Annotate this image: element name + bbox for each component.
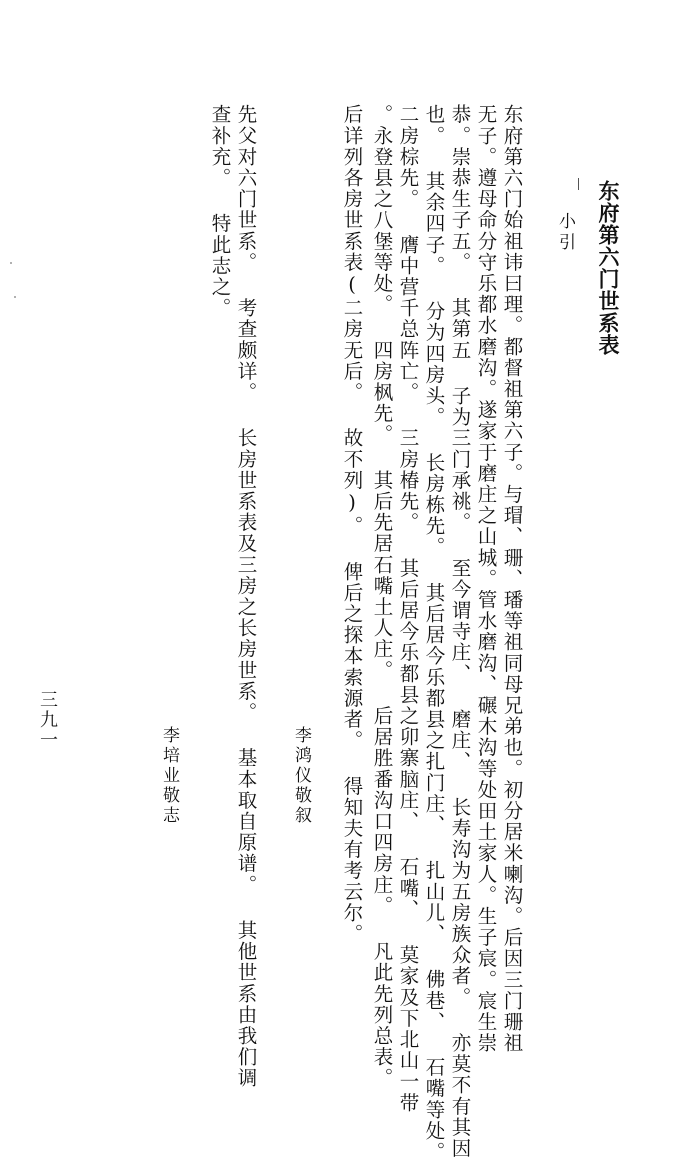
postscript-column-2: 查补充。 特此志之。 — [208, 104, 232, 319]
body-column-2: 无子。遵母命分守乐都水磨沟。遂家于磨庄之山城。管水磨沟、碾木沟等处田土家人。生子宸。宸生崇 — [474, 104, 498, 1054]
signature-li-peiye: 李培业敬志 — [159, 726, 179, 826]
print-mark — [578, 178, 579, 190]
body-column-3: 恭。崇恭生子五。 其第五 子为三门承祧。 至今谓寺庄、 磨庄、 长寿沟为五房族众者。 亦莫不有其因 — [448, 104, 472, 1159]
scan-speck — [10, 262, 12, 264]
scan-speck — [14, 296, 16, 298]
body-column-6: 。永登县之八堡等处。 四房枫先。 其后先居石嘴土人庄。 后居胜番沟口四房庄。 凡此先列总表。 — [370, 104, 394, 1089]
body-column-4: 也。 其余四子。 分为四房头。 长房栋先。 其后居今乐都县之扎门庄、 扎山儿、 佛巷、 石嘴等处。 — [422, 104, 446, 1162]
page-title: 东府第六门世系表 — [596, 180, 621, 356]
body-column-5: 二房棕先。 膺中营千总阵亡。 三房椿先。 其后居今乐都县之卯寨脑庄、 石嘴、 莫家及下北山一带 — [396, 104, 420, 1114]
section-subtitle: 小引 — [555, 212, 575, 254]
body-column-1: 东府第六门始祖讳曰理。都督祖第六子。与瑁、珊、璠等祖同母兄弟也。初分居米喇沟。后因三门珊祖 — [500, 104, 524, 1054]
postscript-column-1: 先父对六门世系。 考查颇详。 长房世系表及三房之长房世系。 基本取自原谱。 其他世系由我们调 — [234, 104, 258, 1089]
signature-li-hongyi: 李鸿仪敬叙 — [291, 726, 311, 826]
body-column-7: 后详列各房世系表(二房无后。 故不列)。 俾后之探本索源者。 得知夫有考云尔。 — [340, 104, 364, 945]
page-number: 三九一 — [37, 690, 58, 750]
